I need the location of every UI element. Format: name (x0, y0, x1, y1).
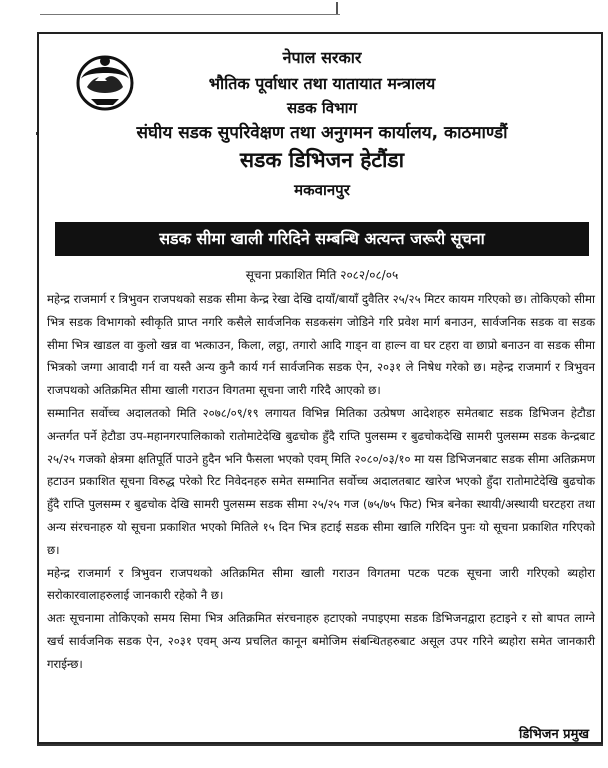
notice-paragraph: महेन्द्र राजमार्ग र त्रिभुवन राजपथको सडक सीमा केन्द्र रेखा देखि दायाँ/बायाँ दुवैतिर २५/२५ मिटर कायम गरिएको छ। तोकिएको सीमा भित्र सडक विभागको स्वीकृति प्राप्त नगरि कसैले सार्वजनिक सडकसंग जोडिने गरि प्रवेश मार्ग बनाउन, सार्वजनिक सडक वा सडक सीमा भित्र खाडल वा कुलो खन्न वा भत्काउन, किला, लट्ठा, तगारो आदि गाड्न वा हाल्न वा घर टहरा वा छाप्रो बनाउन वा सडक सीमा भित्रको जग्गा आवादी गर्न वा यस्तै अन्य कुनै कार्य गर्न सार्वजनिक सडक ऐन, २०३१ ले निषेध गरेको छ। महेन्द्र राजमार्ग र त्रिभुवन राजपथको अतिक्रमित सीमा खाली गराउन विगतमा सूचना जारी गरिदै आएको छ। (47, 292, 595, 398)
notice-body (47, 288, 595, 676)
notice-document (37, 32, 603, 744)
signature-label: डिभिजन प्रमुख (518, 727, 589, 742)
top-edge-tick (336, 2, 338, 14)
office-title: संघीय सडक सुपरिवेक्षण तथा अनुगमन कार्यालय, काठमाण्डौं (136, 123, 508, 143)
notice-paragraph: महेन्द्र राजमार्ग र त्रिभुवन राजपथको अतिक्रमित सीमा खाली गराउन विगतमा पटक पटक सूचना जारी गरिएको ब्यहोरा सरोकारवालाहरुलाई जानकारी रहेको नै छ। (47, 565, 595, 603)
district-title: मकवानपुर (294, 181, 350, 199)
ministry-title: भौतिक पूर्वाधार तथा यातायात मन्त्रालय (208, 74, 436, 93)
document-bottom-border (37, 744, 603, 746)
notice-paragraph: सम्मानित सर्वोच्च अदालतको मिति २०७८/०९/१९ लगायत विभिन्न मितिका उत्प्रेषण आदेशहरु समेतबाट सडक डिभिजन हेटौडा अन्तर्गत पर्ने हेटौडा उप-महानगरपालिकाको रातोमाटेदेखि बुढचोक हुँदै राप्ति पुलसम्म र बुढचोकदेखि सामरी पुलसम्म सडक केन्द्रबाट २५/२५ गजको क्षेत्रमा क्षतिपूर्ति पाउने हुदैन भनि फैसला भएको एवम् मिति २०८०/०३/१० मा यस डिभिजनबाट सडक सीमा अतिक्रमण हटाउन प्रकाशित सूचना विरुद्ध परेको रिट निवेदनहरु समेत सम्मानित सर्वोच्च अदालतबाट खारेज भएको हुँदा रातोमाटेदेखि बुढचोक हुँदै राप्ति पुलसम्म र बुढचोक देखि सामरी पुलसम्म सडक सीमा २५/२५ गज (७५/७५ फिट) भित्र बनेका स्थायी/अस्थायी घरटहरा तथा अन्य संरचनाहरु यो सूचना प्रकाशित भएको मितिले १५ दिन भित्र हटाई सडक सीमा खालि गरिदिन पुनः यो सूचना प्रकाशित गरिएको छ। (47, 405, 595, 557)
notice-title-banner: सडक सीमा खाली गरिदिने सम्बन्धि अत्यन्त जरूरी सूचना (55, 222, 589, 256)
published-date: सूचना प्रकाशित मिति २०८२/०८/०५ (245, 268, 399, 282)
division-title: सडक डिभिजन हेटौंडा (239, 148, 405, 172)
department-title: सडक विभाग (286, 99, 357, 117)
top-edge-line (40, 0, 340, 15)
government-title: नेपाल सरकार (282, 48, 362, 67)
notice-paragraph: अतः सूचनामा तोकिएको समय सिमा भित्र अतिक्रमित संरचनाहरु हटाएको नपाइएमा सडक डिभिजनद्वारा हटाइने र सो बापत लाग्ने खर्च सार्वजनिक सडक ऐन, २०३१ एवम् अन्य प्रचलित कानून बमोजिम संबन्धितहरुबाट असूल उपर गरिने ब्यहोरा समेत जानकारी गराईन्छ। (47, 611, 595, 671)
